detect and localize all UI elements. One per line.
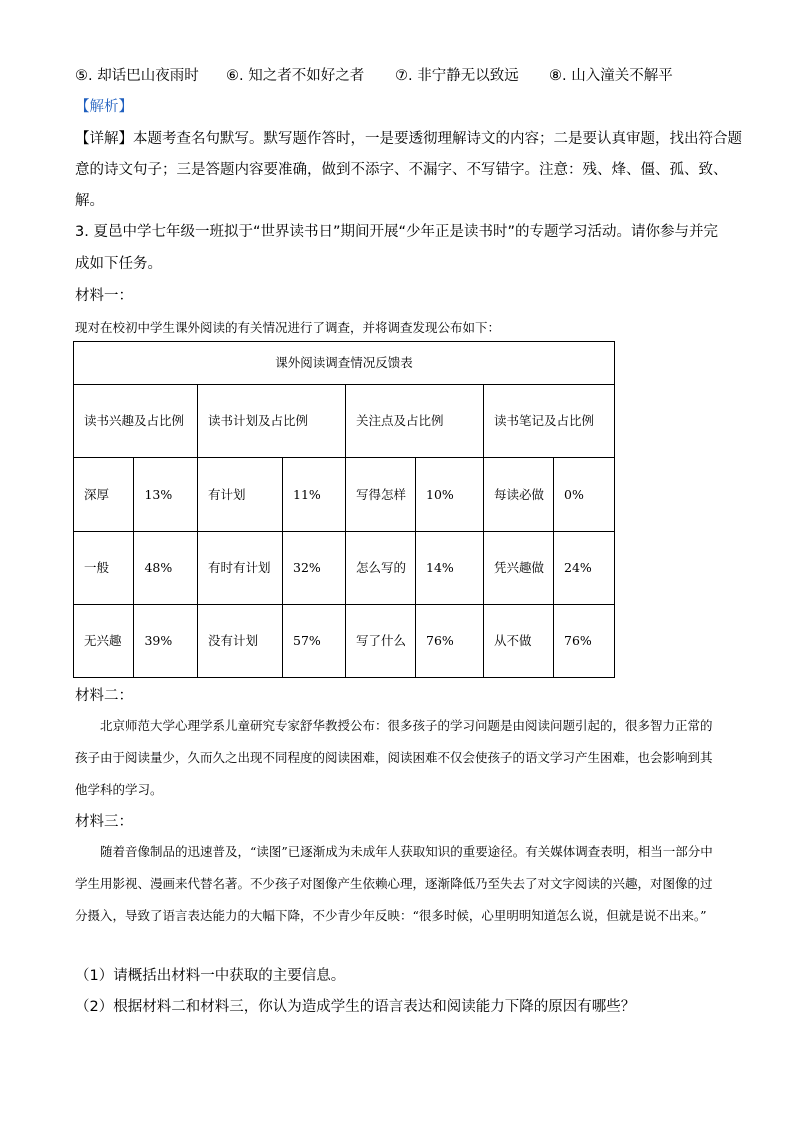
detail-line-1: 【详解】本题考查名句默写。默写题作答时，一是要透彻理解诗文的内容；二是要认真审题，找出符合题 bbox=[75, 131, 742, 147]
table-cell: 76% bbox=[554, 605, 615, 678]
table-header-row bbox=[74, 385, 615, 458]
table-cell: 76% bbox=[416, 605, 484, 678]
table-cell: 写得怎样 bbox=[346, 458, 416, 532]
header-notes: 读书笔记及占比例 bbox=[484, 385, 615, 458]
detail-line-2: 意的诗文句子；三是答题内容要准确，做到不添字、不漏字、不写错字。注意：残、烽、僵、孤、致、 bbox=[75, 162, 728, 178]
table-cell: 一般 bbox=[74, 532, 134, 605]
table-row bbox=[74, 458, 615, 532]
table-cell: 0% bbox=[554, 458, 615, 532]
table-title-row bbox=[74, 342, 615, 385]
table-cell: 48% bbox=[134, 532, 198, 605]
table-cell: 39% bbox=[134, 605, 198, 678]
material-2-label: 材料二： bbox=[75, 688, 133, 704]
answer-5: ⑤. 却话巴山夜雨时 bbox=[75, 68, 199, 84]
table-cell: 13% bbox=[134, 458, 198, 532]
table-cell: 无兴趣 bbox=[74, 605, 134, 678]
table-row bbox=[74, 605, 615, 678]
survey-table bbox=[73, 341, 615, 678]
table-cell: 从不做 bbox=[484, 605, 554, 678]
material-1-intro: 现对在校初中学生课外阅读的有关情况进行了调查，并将调查发现公布如下： bbox=[75, 320, 501, 335]
table-cell: 11% bbox=[283, 458, 346, 532]
answer-7: ⑦. 非宁静无以致远 bbox=[395, 68, 519, 84]
table-title: 课外阅读调查情况反馈表 bbox=[74, 342, 615, 385]
table-cell: 14% bbox=[416, 532, 484, 605]
header-plan: 读书计划及占比例 bbox=[198, 385, 346, 458]
table-row bbox=[74, 532, 615, 605]
table-cell: 有时有计划 bbox=[198, 532, 283, 605]
table-cell: 57% bbox=[283, 605, 346, 678]
answer-6: ⑥. 知之者不如好之者 bbox=[226, 68, 365, 84]
material-3-text: 随着音像制品的迅速普及，“读图”已逐渐成为未成年人获取知识的重要途径。有关媒体调查表明，相当一部分中学生用影视、漫画来代替名著。不少孩子对图像产生依赖心理，逐渐降低乃至失去了对文字阅读的兴趣，对图像的过分摄入，导致了语言表达能力的大幅下降，不少青少年反映：“很多时候，心里明明知道怎么说，但就是说不出来。” bbox=[75, 844, 713, 923]
table-cell: 每读必做 bbox=[484, 458, 554, 532]
table-cell: 有计划 bbox=[198, 458, 283, 532]
table-cell: 写了什么 bbox=[346, 605, 416, 678]
table-cell: 凭兴趣做 bbox=[484, 532, 554, 605]
sub-question-2: （2）根据材料二和材料三，你认为造成学生的语言表达和阅读能力下降的原因有哪些？ bbox=[75, 999, 636, 1015]
table-cell: 10% bbox=[416, 458, 484, 532]
table-cell: 没有计划 bbox=[198, 605, 283, 678]
answer-8: ⑧. 山入潼关不解平 bbox=[549, 68, 673, 84]
table-cell: 32% bbox=[283, 532, 346, 605]
table-cell: 深厚 bbox=[74, 458, 134, 532]
material-1-label: 材料一： bbox=[75, 288, 133, 304]
table-cell: 24% bbox=[554, 532, 615, 605]
question-3-line-2: 成如下任务。 bbox=[75, 256, 162, 272]
table-cell: 怎么写的 bbox=[346, 532, 416, 605]
sub-question-1: （1）请概括出材料一中获取的主要信息。 bbox=[75, 968, 346, 984]
analysis-label: 【解析】 bbox=[75, 99, 133, 115]
header-interest: 读书兴趣及占比例 bbox=[74, 385, 198, 458]
material-2-text: 北京师范大学心理学系儿童研究专家舒华教授公布：很多孩子的学习问题是由阅读问题引起的，很多智力正常的孩子由于阅读量少，久而久之出现不同程度的阅读困难，阅读困难不仅会使孩子的语文学习产生困难，也会影响到其他学科的学习。 bbox=[75, 718, 713, 797]
material-3-label: 材料三： bbox=[75, 814, 133, 830]
header-focus: 关注点及占比例 bbox=[346, 385, 484, 458]
question-3-line-1: 3. 夏邑中学七年级一班拟于“世界读书日”期间开展“少年正是读书时”的专题学习活动。请你参与并完 bbox=[75, 224, 718, 240]
detail-line-3: 解。 bbox=[75, 193, 104, 209]
